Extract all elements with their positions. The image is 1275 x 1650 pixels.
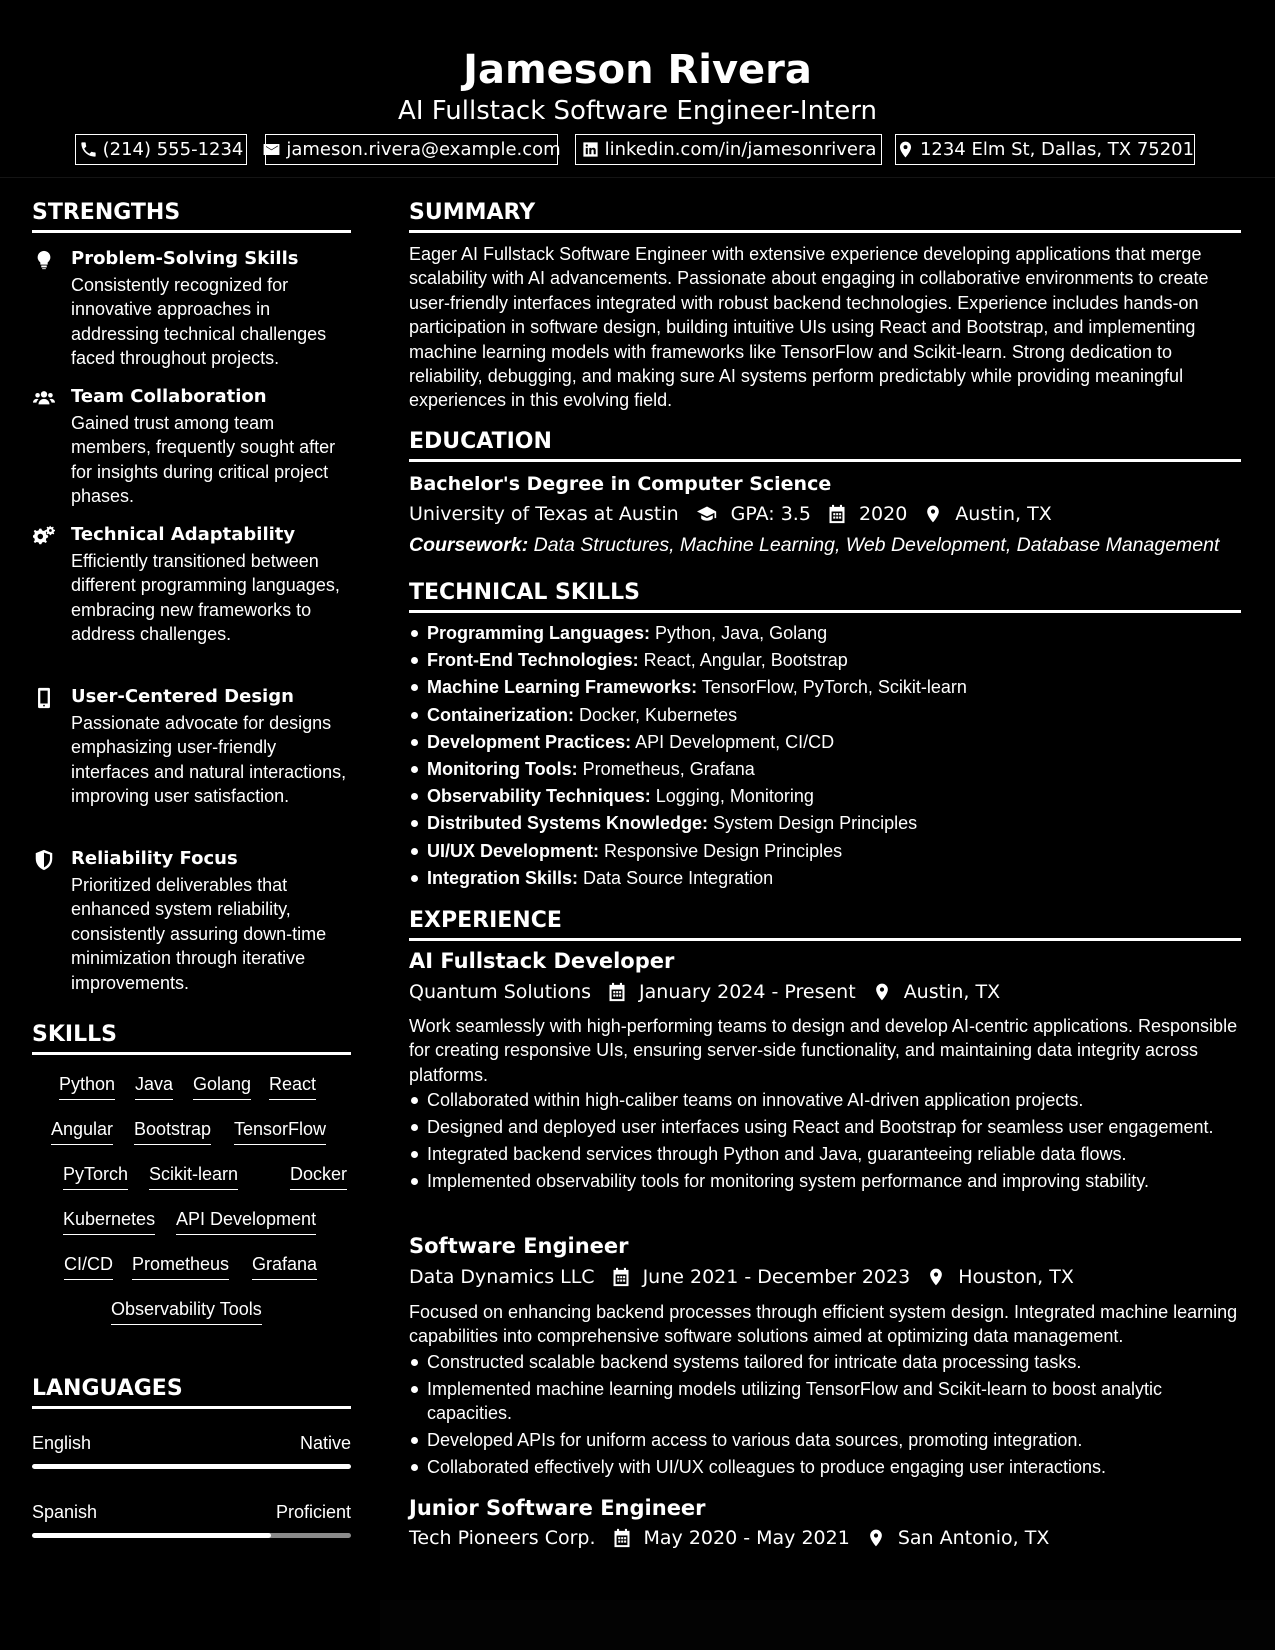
job-dates: January 2024 - Present	[639, 981, 856, 1003]
job-title: AI Fullstack Developer	[409, 949, 675, 973]
map-pin-icon	[896, 140, 915, 159]
strength-item	[32, 685, 352, 833]
job-bullet: Implemented observability tools for monitoring system performance and improving stability.	[409, 1169, 1241, 1193]
language-bar-fill	[32, 1533, 271, 1538]
calendar-icon	[827, 504, 847, 524]
strength-desc: Prioritized deliverables that enhanced system reliability, consistently assuring down-time minimization through iterative improvements.	[71, 875, 327, 993]
gears-icon	[32, 525, 56, 547]
experience-heading: EXPERIENCE	[409, 907, 1241, 941]
job-bullet: Collaborated effectively with UI/UX colleagues to produce engaging user interactions.	[409, 1455, 1241, 1479]
education-location: Austin, TX	[955, 503, 1052, 525]
company-name: Quantum Solutions	[409, 981, 592, 1003]
language-bar-fill	[32, 1464, 351, 1469]
contact-bar	[75, 134, 1195, 166]
users-icon	[32, 387, 56, 409]
education-heading: EDUCATION	[409, 428, 1241, 462]
summary-heading: SUMMARY	[409, 199, 1241, 233]
skill-chip: Angular	[51, 1117, 113, 1145]
contact-email[interactable]	[265, 134, 561, 165]
job-title: Junior Software Engineer	[409, 1496, 706, 1520]
skill-chip: Scikit-learn	[149, 1162, 238, 1190]
job-title: Software Engineer	[409, 1234, 629, 1258]
skill-chip: Prometheus	[132, 1252, 229, 1280]
skill-chips	[32, 1065, 352, 1335]
technical-skills-heading: TECHNICAL SKILLS	[409, 579, 1241, 613]
language-bar	[32, 1533, 351, 1538]
job-description: Work seamlessly with high-performing teams to design and develop AI-centric applications. Responsible for creating responsive UIs, ensuring server-side functionality, and maintaining data integrity across platforms.	[409, 1016, 1238, 1085]
strength-name: Problem-Solving Skills	[71, 248, 299, 269]
job-meta	[409, 1524, 1049, 1552]
technical-skill-item: Distributed Systems Knowledge: System Design Principles	[409, 811, 1241, 835]
strength-name: Technical Adaptability	[71, 524, 296, 545]
skill-chip: API Development	[176, 1207, 316, 1235]
graduation-year: 2020	[858, 503, 908, 525]
technical-skill-item: Observability Techniques: Logging, Monitoring	[409, 784, 1241, 808]
technical-skill-item: Integration Skills: Data Source Integration	[409, 866, 1241, 890]
calendar-icon	[607, 982, 627, 1002]
technical-skills-list	[409, 621, 1241, 893]
phone-icon	[79, 140, 98, 159]
job-bullet: Constructed scalable backend systems tailored for intricate data processing tasks.	[409, 1350, 1241, 1374]
strength-desc: Passionate advocate for designs emphasizing user-friendly interfaces and natural interactions, improving user satisfaction.	[71, 713, 347, 807]
technical-skill-item: Programming Languages: Python, Java, Golang	[409, 621, 1241, 645]
job-location: Houston, TX	[958, 1266, 1074, 1288]
school-name: University of Texas at Austin	[409, 503, 679, 525]
technical-skill-item: Monitoring Tools: Prometheus, Grafana	[409, 757, 1241, 781]
skill-chip: React	[269, 1072, 316, 1100]
strength-item	[32, 247, 352, 371]
strength-item	[32, 385, 352, 509]
technical-skill-item: UI/UX Development: Responsive Design Principles	[409, 839, 1241, 863]
candidate-name: Jameson Rivera	[463, 47, 812, 93]
summary-text: Eager AI Fullstack Software Engineer with extensive experience developing applications that merge scalability with AI advancements. Passionate about engaging in collaborative environments to create user-friendly interfaces integrated with robust backend technologies. Experience includes hands-on participation in software design, building intuitive UIs using React and Bootstrap, and implementing machine learning models with frameworks like TensorFlow and Scikit-learn. Strong dedication to reliability, debugging, and making sure AI systems perform predictably while providing meaningful experiences in this evolving field.	[409, 244, 1209, 411]
job-description: Focused on enhancing backend processes through efficient system design. Integrated machine learning capabilities into comprehensive software solutions aimed at optimizing data management.	[409, 1302, 1238, 1347]
gpa: GPA: 3.5	[730, 503, 811, 525]
contact-email-text: jameson.rivera@example.com	[286, 138, 561, 160]
technical-skill-item: Development Practices: API Development, CI/CD	[409, 730, 1241, 754]
candidate-title: AI Fullstack Software Engineer-Intern	[398, 96, 877, 126]
strength-item	[32, 847, 352, 995]
technical-skill-item: Containerization: Docker, Kubernetes	[409, 703, 1241, 727]
language-level: Proficient	[275, 1502, 351, 1522]
job-dates: June 2021 - December 2023	[642, 1266, 911, 1288]
job-bullet: Developed APIs for uniform access to various data sources, promoting integration.	[409, 1428, 1241, 1452]
job-bullet: Collaborated within high-caliber teams on innovative AI-driven application projects.	[409, 1088, 1241, 1112]
job-bullet: Implemented machine learning models utilizing TensorFlow and Scikit-learn to boost analytic capacities.	[409, 1377, 1241, 1426]
job-location: Austin, TX	[903, 981, 1001, 1003]
calendar-icon	[611, 1267, 631, 1287]
skill-chip: Grafana	[252, 1252, 317, 1280]
skill-chip: Kubernetes	[63, 1207, 155, 1235]
map-pin-icon	[923, 504, 943, 524]
job-dates: May 2020 - May 2021	[643, 1527, 850, 1549]
contact-address	[895, 134, 1195, 165]
strengths-heading: STRENGTHS	[32, 199, 351, 233]
strength-desc: Gained trust among team members, frequently sought after for insights during critical project phases.	[71, 413, 336, 507]
shield-icon	[32, 849, 56, 871]
skill-chip: Docker	[290, 1162, 347, 1190]
page-footer-band	[380, 1600, 1275, 1650]
skill-chip: Bootstrap	[134, 1117, 211, 1145]
contact-address-text: 1234 Elm St, Dallas, TX 75201	[919, 138, 1195, 160]
skills-heading: SKILLS	[32, 1021, 351, 1055]
coursework	[409, 532, 1219, 558]
degree-title: Bachelor's Degree in Computer Science	[409, 473, 832, 495]
skill-chip: Golang	[193, 1072, 251, 1100]
skill-chip: TensorFlow	[234, 1117, 326, 1145]
strength-desc: Consistently recognized for innovative approaches in addressing technical challenges faced throughout projects.	[71, 275, 327, 369]
skill-chip: Python	[59, 1072, 115, 1100]
technical-skill-item: Machine Learning Frameworks: TensorFlow, PyTorch, Scikit-learn	[409, 675, 1241, 699]
strength-name: Reliability Focus	[71, 848, 238, 869]
skill-chip: PyTorch	[63, 1162, 128, 1190]
language-name: Spanish	[32, 1502, 98, 1522]
skill-chip: CI/CD	[64, 1252, 113, 1280]
language-level: Native	[299, 1433, 351, 1453]
job-location: San Antonio, TX	[897, 1527, 1050, 1549]
contact-linkedin[interactable]	[575, 134, 882, 165]
job-meta	[409, 978, 1000, 1006]
job-bullets	[409, 1350, 1241, 1480]
job-bullet: Designed and deployed user interfaces using React and Bootstrap for seamless user engagement.	[409, 1115, 1241, 1139]
language-bar	[32, 1464, 351, 1469]
contact-linkedin-text: linkedin.com/in/jamesonrivera	[604, 138, 877, 160]
contact-phone-text: (214) 555-1234	[102, 138, 244, 160]
map-pin-icon	[926, 1267, 946, 1287]
job-bullet: Integrated backend services through Python and Java, guaranteeing reliable data flows.	[409, 1142, 1241, 1166]
technical-skill-item: Front-End Technologies: React, Angular, Bootstrap	[409, 648, 1241, 672]
job-meta	[409, 1263, 1074, 1291]
education-meta	[409, 500, 1052, 528]
envelope-icon	[262, 140, 281, 159]
strength-desc: Efficiently transitioned between different programming languages, embracing new frameworks to address challenges.	[71, 551, 340, 645]
company-name: Data Dynamics LLC	[409, 1266, 595, 1288]
resume-header	[0, 0, 1275, 178]
graduation-cap-icon	[695, 504, 719, 524]
strength-name: Team Collaboration	[71, 386, 267, 407]
company-name: Tech Pioneers Corp.	[409, 1527, 596, 1549]
contact-phone[interactable]	[75, 134, 247, 165]
coursework-label: Coursework:	[409, 534, 529, 556]
linkedin-icon	[581, 140, 600, 159]
skill-chip: Observability Tools	[111, 1297, 262, 1325]
mobile-icon	[32, 687, 56, 709]
language-name: English	[32, 1433, 92, 1453]
calendar-icon	[612, 1528, 632, 1548]
map-pin-icon	[866, 1528, 886, 1548]
lightbulb-icon	[32, 249, 56, 271]
strength-name: User-Centered Design	[71, 686, 294, 707]
skill-chip: Java	[135, 1072, 173, 1100]
map-pin-icon	[872, 982, 892, 1002]
language-item	[32, 1500, 351, 1540]
job-bullets	[409, 1088, 1241, 1193]
languages-heading: LANGUAGES	[32, 1375, 351, 1409]
strength-item	[32, 523, 352, 671]
language-item	[32, 1431, 351, 1471]
coursework-list: Data Structures, Machine Learning, Web Development, Database Management	[533, 534, 1220, 556]
